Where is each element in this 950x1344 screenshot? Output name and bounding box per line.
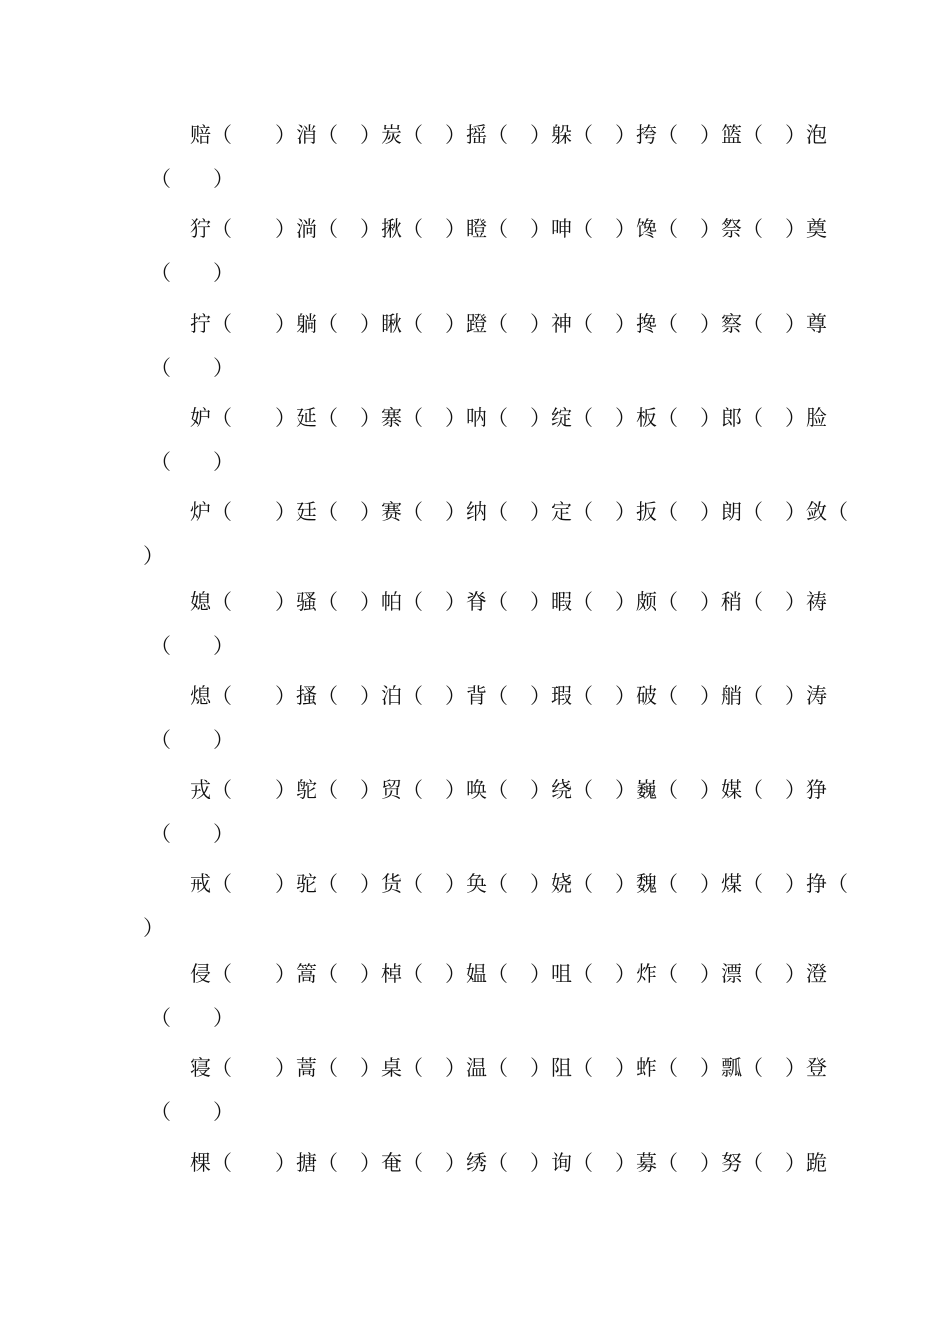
character-cell: ）奠 bbox=[785, 217, 827, 241]
character-group-2 bbox=[0, 214, 950, 304]
character-cell: ）温（ bbox=[445, 1056, 508, 1080]
character-cell: 棵（ bbox=[190, 1151, 232, 1175]
character-cell: ）瞅（ bbox=[360, 312, 423, 336]
character-row bbox=[190, 309, 830, 339]
character-cell: ）泡 bbox=[785, 123, 827, 147]
character-cell: ）廷（ bbox=[275, 500, 338, 524]
character-group-11 bbox=[0, 1053, 950, 1143]
character-cell: 妒（ bbox=[190, 406, 232, 430]
character-row bbox=[190, 587, 830, 617]
character-cell: 炉（ bbox=[190, 500, 232, 524]
character-cell: ）躲（ bbox=[530, 123, 593, 147]
character-cell: ）暇（ bbox=[530, 590, 593, 614]
character-cell: ）炭（ bbox=[360, 123, 423, 147]
character-cell: ）媒（ bbox=[700, 778, 763, 802]
character-cell: 戎（ bbox=[190, 778, 232, 802]
character-row bbox=[190, 869, 848, 899]
character-cell: ）篮（ bbox=[700, 123, 763, 147]
character-cell: 戒（ bbox=[190, 872, 232, 896]
character-cell: ）扳（ bbox=[615, 500, 678, 524]
character-cell: ）棹（ bbox=[360, 962, 423, 986]
character-cell: ）纳（ bbox=[445, 500, 508, 524]
character-cell: ）躺（ bbox=[275, 312, 338, 336]
character-cell: ）绕（ bbox=[530, 778, 593, 802]
character-cell: ）魏（ bbox=[615, 872, 678, 896]
character-cell: 赔（ bbox=[190, 123, 232, 147]
character-cell: ）鸵（ bbox=[275, 778, 338, 802]
character-cell: ）瑕（ bbox=[530, 684, 593, 708]
wrapped-parenthesis: （ ） bbox=[150, 450, 234, 474]
character-cell: ）绽（ bbox=[530, 406, 593, 430]
character-cell: ）呻（ bbox=[530, 217, 593, 241]
character-cell: ）骚（ bbox=[275, 590, 338, 614]
wrapped-parenthesis: ） bbox=[143, 916, 164, 940]
character-row bbox=[190, 1053, 830, 1083]
wrapped-parenthesis: ） bbox=[143, 544, 164, 568]
character-group-4 bbox=[0, 403, 950, 493]
character-cell: ）驼（ bbox=[275, 872, 338, 896]
character-cell: ）定（ bbox=[530, 500, 593, 524]
character-cell: ）背（ bbox=[445, 684, 508, 708]
character-cell: ）货（ bbox=[360, 872, 423, 896]
character-cell: ）尊 bbox=[785, 312, 827, 336]
character-cell: ）破（ bbox=[615, 684, 678, 708]
character-cell: ）登 bbox=[785, 1056, 827, 1080]
character-group-8 bbox=[0, 775, 950, 865]
wrapped-parenthesis: （ ） bbox=[150, 356, 234, 380]
character-cell: ）煤（ bbox=[700, 872, 763, 896]
character-cell: ）馋（ bbox=[615, 217, 678, 241]
character-cell: ）察（ bbox=[700, 312, 763, 336]
wrapped-parenthesis: （ ） bbox=[150, 261, 234, 285]
character-cell: ）帕（ bbox=[360, 590, 423, 614]
character-cell: ）搪（ bbox=[275, 1151, 338, 1175]
character-cell: ）揪（ bbox=[360, 217, 423, 241]
character-row bbox=[190, 120, 830, 150]
character-cell: ）澄 bbox=[785, 962, 827, 986]
character-cell: ）祭（ bbox=[700, 217, 763, 241]
character-cell: 媳（ bbox=[190, 590, 232, 614]
character-group-7 bbox=[0, 681, 950, 771]
character-cell: ）泊（ bbox=[360, 684, 423, 708]
character-cell: ）挣（ bbox=[785, 872, 848, 896]
character-row bbox=[190, 1148, 830, 1178]
character-cell: ）炸（ bbox=[615, 962, 678, 986]
character-cell: ）绣（ bbox=[445, 1151, 508, 1175]
character-cell: ）脊（ bbox=[445, 590, 508, 614]
character-cell: ）唤（ bbox=[445, 778, 508, 802]
character-cell: 拧（ bbox=[190, 312, 232, 336]
character-cell: ）募（ bbox=[615, 1151, 678, 1175]
character-cell: ）咀（ bbox=[530, 962, 593, 986]
character-cell: ）瞪（ bbox=[445, 217, 508, 241]
character-group-9 bbox=[0, 869, 950, 959]
wrapped-parenthesis: （ ） bbox=[150, 1100, 234, 1124]
character-group-5 bbox=[0, 497, 950, 587]
character-row bbox=[190, 775, 830, 805]
character-cell: ）稍（ bbox=[700, 590, 763, 614]
character-row bbox=[190, 403, 830, 433]
character-cell: ）奂（ bbox=[445, 872, 508, 896]
character-cell: ）板（ bbox=[615, 406, 678, 430]
character-cell: ）贸（ bbox=[360, 778, 423, 802]
character-cell: ）艄（ bbox=[700, 684, 763, 708]
character-cell: ）敛（ bbox=[785, 500, 848, 524]
character-cell: ）搀（ bbox=[615, 312, 678, 336]
character-row bbox=[190, 959, 830, 989]
character-cell: 侵（ bbox=[190, 962, 232, 986]
character-cell: ）摇（ bbox=[445, 123, 508, 147]
character-cell: ）奄（ bbox=[360, 1151, 423, 1175]
character-group-1 bbox=[0, 120, 950, 210]
character-cell: ）郎（ bbox=[700, 406, 763, 430]
wrapped-parenthesis: （ ） bbox=[150, 634, 234, 658]
character-group-10 bbox=[0, 959, 950, 1049]
character-cell: ）媪（ bbox=[445, 962, 508, 986]
character-cell: ）蹬（ bbox=[445, 312, 508, 336]
character-cell: ）阻（ bbox=[530, 1056, 593, 1080]
character-cell: ）祷 bbox=[785, 590, 827, 614]
wrapped-parenthesis: （ ） bbox=[150, 822, 234, 846]
character-group-6 bbox=[0, 587, 950, 677]
character-cell: ）巍（ bbox=[615, 778, 678, 802]
character-cell: ）涛 bbox=[785, 684, 827, 708]
character-cell: ）蒿（ bbox=[275, 1056, 338, 1080]
character-cell: ）神（ bbox=[530, 312, 593, 336]
character-cell: 熄（ bbox=[190, 684, 232, 708]
character-cell: ）呐（ bbox=[445, 406, 508, 430]
character-row bbox=[190, 681, 830, 711]
character-row bbox=[190, 214, 830, 244]
wrapped-parenthesis: （ ） bbox=[150, 728, 234, 752]
wrapped-parenthesis: （ ） bbox=[150, 1006, 234, 1030]
character-cell: ）消（ bbox=[275, 123, 338, 147]
character-group-3 bbox=[0, 309, 950, 399]
character-cell: 寝（ bbox=[190, 1056, 232, 1080]
character-cell: ）赛（ bbox=[360, 500, 423, 524]
wrapped-parenthesis: （ ） bbox=[150, 167, 234, 191]
character-cell: ）漂（ bbox=[700, 962, 763, 986]
character-cell: ）延（ bbox=[275, 406, 338, 430]
character-cell: ）淌（ bbox=[275, 217, 338, 241]
character-cell: ）搔（ bbox=[275, 684, 338, 708]
character-cell: 狞（ bbox=[190, 217, 232, 241]
character-cell: ）娆（ bbox=[530, 872, 593, 896]
character-cell: ）篙（ bbox=[275, 962, 338, 986]
character-group-12 bbox=[0, 1148, 950, 1238]
character-cell: ）努（ bbox=[700, 1151, 763, 1175]
character-cell: ）桌（ bbox=[360, 1056, 423, 1080]
character-cell: ）瓢（ bbox=[700, 1056, 763, 1080]
character-cell: ）蚱（ bbox=[615, 1056, 678, 1080]
character-row bbox=[190, 497, 848, 527]
character-cell: ）朗（ bbox=[700, 500, 763, 524]
character-cell: ）狰 bbox=[785, 778, 827, 802]
character-cell: ）颇（ bbox=[615, 590, 678, 614]
character-cell: ）脸 bbox=[785, 406, 827, 430]
character-cell: ）跪 bbox=[785, 1151, 827, 1175]
character-cell: ）询（ bbox=[530, 1151, 593, 1175]
character-cell: ）挎（ bbox=[615, 123, 678, 147]
character-cell: ）寨（ bbox=[360, 406, 423, 430]
